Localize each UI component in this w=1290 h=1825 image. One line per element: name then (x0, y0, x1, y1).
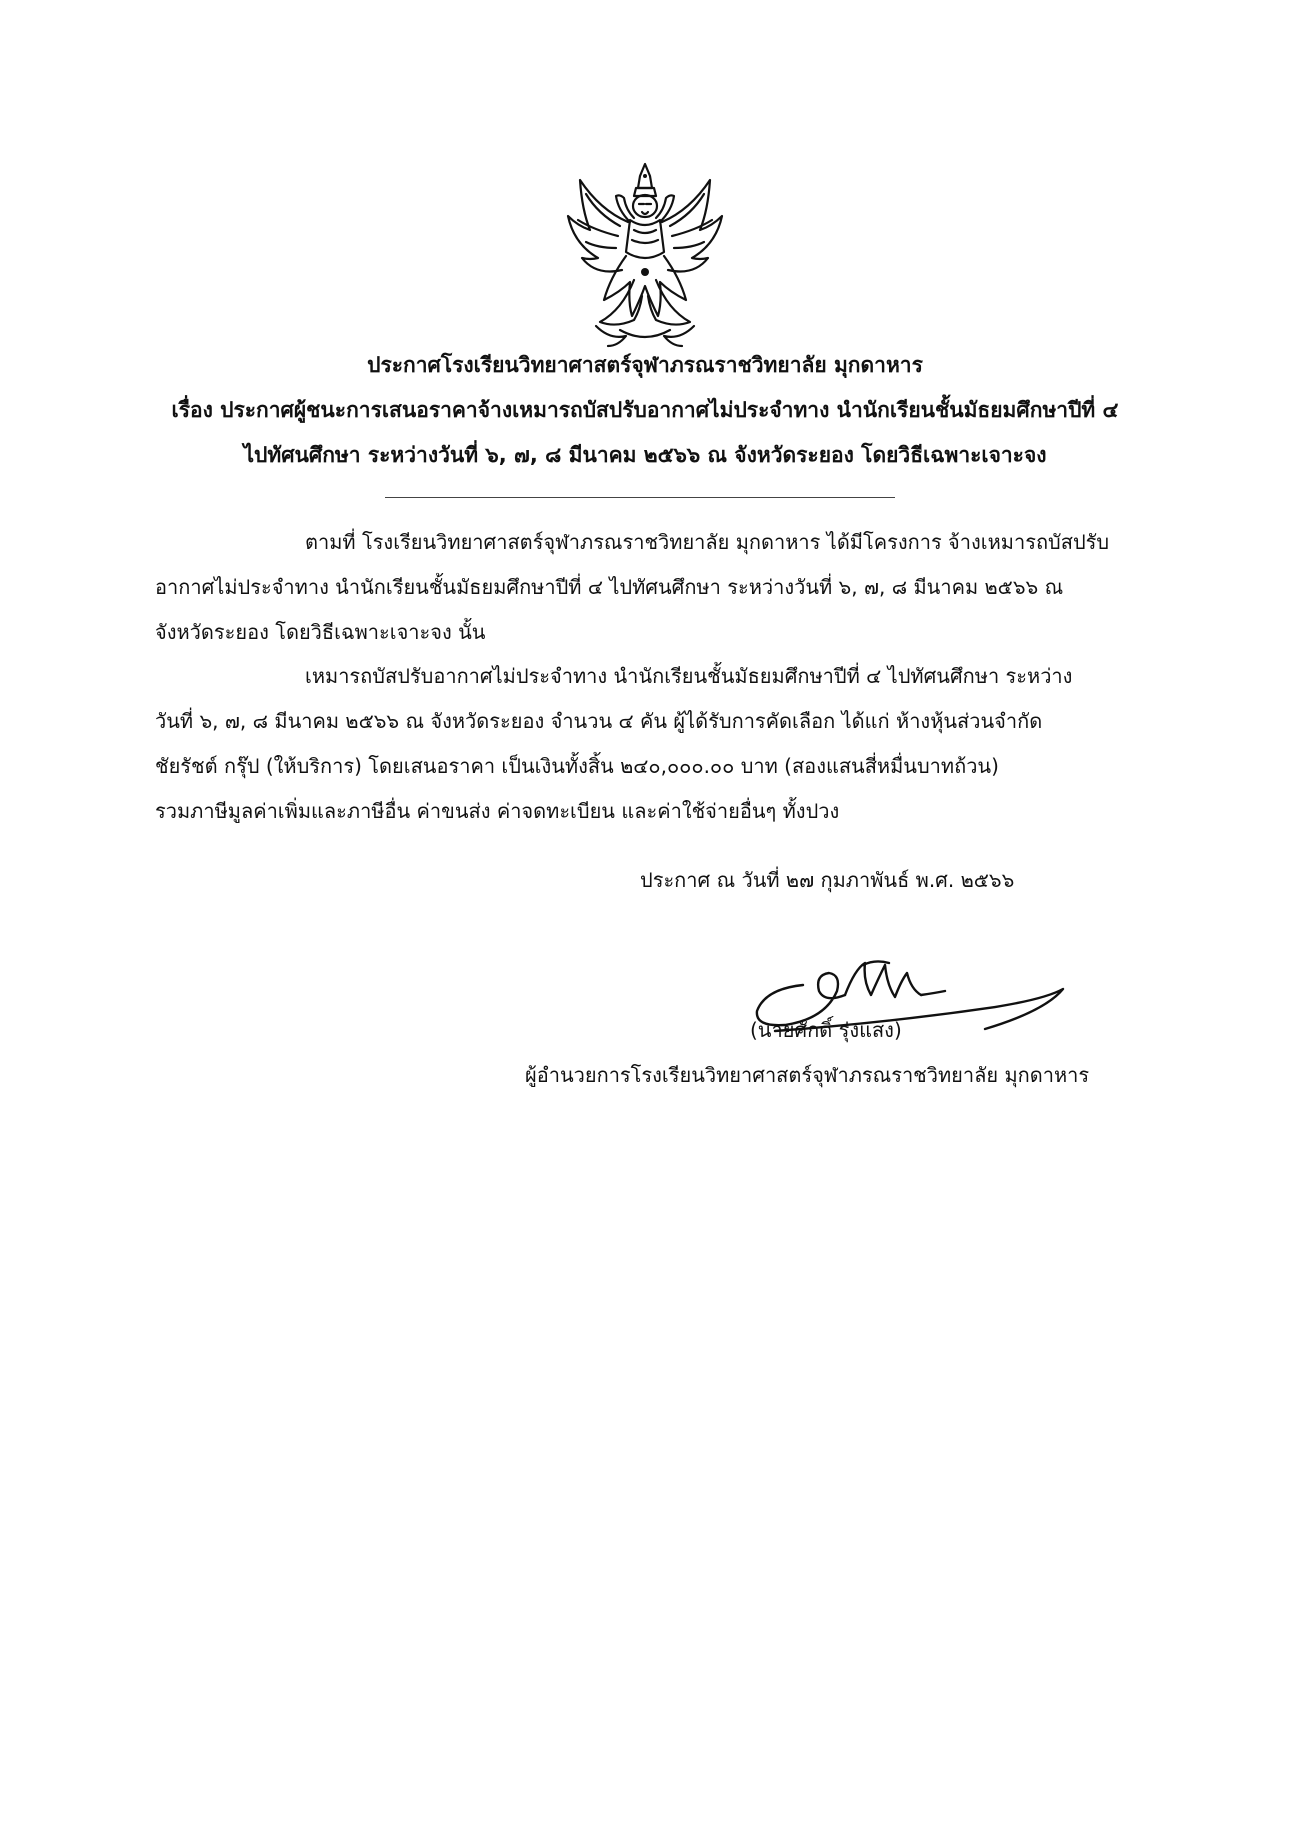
paragraph-2-line-2: วันที่ ๖, ๗, ๘ มีนาคม ๒๕๖๖ ณ จังหวัดระยอง จำนวน ๔ คัน ผู้ได้รับการคัดเลือก ได้แก่ ห้างหุ้นส่วนจำกัด (155, 709, 1043, 733)
announcement-title: ประกาศโรงเรียนวิทยาศาสตร์จุฬาภรณราชวิทยาลัย มุกดาหาร (367, 353, 923, 377)
announcement-date: ประกาศ ณ วันที่ ๒๗ กุมภาพันธ์ พ.ศ. ๒๕๖๖ (640, 868, 1015, 892)
paragraph-1-line-2: อากาศไม่ประจำทาง นำนักเรียนชั้นมัธยมศึกษาปีที่ ๔ ไปทัศนศึกษา ระหว่างวันที่ ๖, ๗, ๘ มีนาคม ๒๕๖๖ ณ (155, 575, 1064, 599)
paragraph-2-line-1: เหมารถบัสปรับอากาศไม่ประจำทาง นำนักเรียนชั้นมัธยมศึกษาปีที่ ๔ ไปทัศนศึกษา ระหว่าง (305, 664, 1073, 688)
announcement-subject-continued: ไปทัศนศึกษา ระหว่างวันที่ ๖, ๗, ๘ มีนาคม ๒๕๖๖ ณ จังหวัดระยอง โดยวิธีเฉพาะเจาะจง (243, 443, 1047, 467)
paragraph-2-line-3: ชัยรัชต์ กรุ๊ป (ให้บริการ) โดยเสนอราคา เป็นเงินทั้งสิ้น ๒๔๐,๐๐๐.๐๐ บาท (สองแสนสี่หมื่นบาทถ้วน) (155, 754, 999, 778)
signer-name: (นายศักดิ์ รุ่งแสง) (750, 1018, 902, 1042)
paragraph-1-line-1: ตามที่ โรงเรียนวิทยาศาสตร์จุฬาภรณราชวิทยาลัย มุกดาหาร ได้มีโครงการ จ้างเหมารถบัสปรับ (305, 530, 1110, 554)
signer-title: ผู้อำนวยการโรงเรียนวิทยาศาสตร์จุฬาภรณราชวิทยาลัย มุกดาหาร (525, 1063, 1090, 1087)
paragraph-2-line-4: รวมภาษีมูลค่าเพิ่มและภาษีอื่น ค่าขนส่ง ค่าจดทะเบียน และค่าใช้จ่ายอื่นๆ ทั้งปวง (155, 799, 840, 823)
paragraph-1-line-3: จังหวัดระยอง โดยวิธีเฉพาะเจาะจง นั้น (155, 620, 486, 644)
divider (385, 497, 895, 498)
announcement-subject: เรื่อง ประกาศผู้ชนะการเสนอราคาจ้างเหมารถบัสปรับอากาศไม่ประจำทาง นำนักเรียนชั้นมัธยมศึกษาปีที่ ๔ (171, 398, 1119, 422)
garuda-emblem-icon (560, 160, 730, 350)
